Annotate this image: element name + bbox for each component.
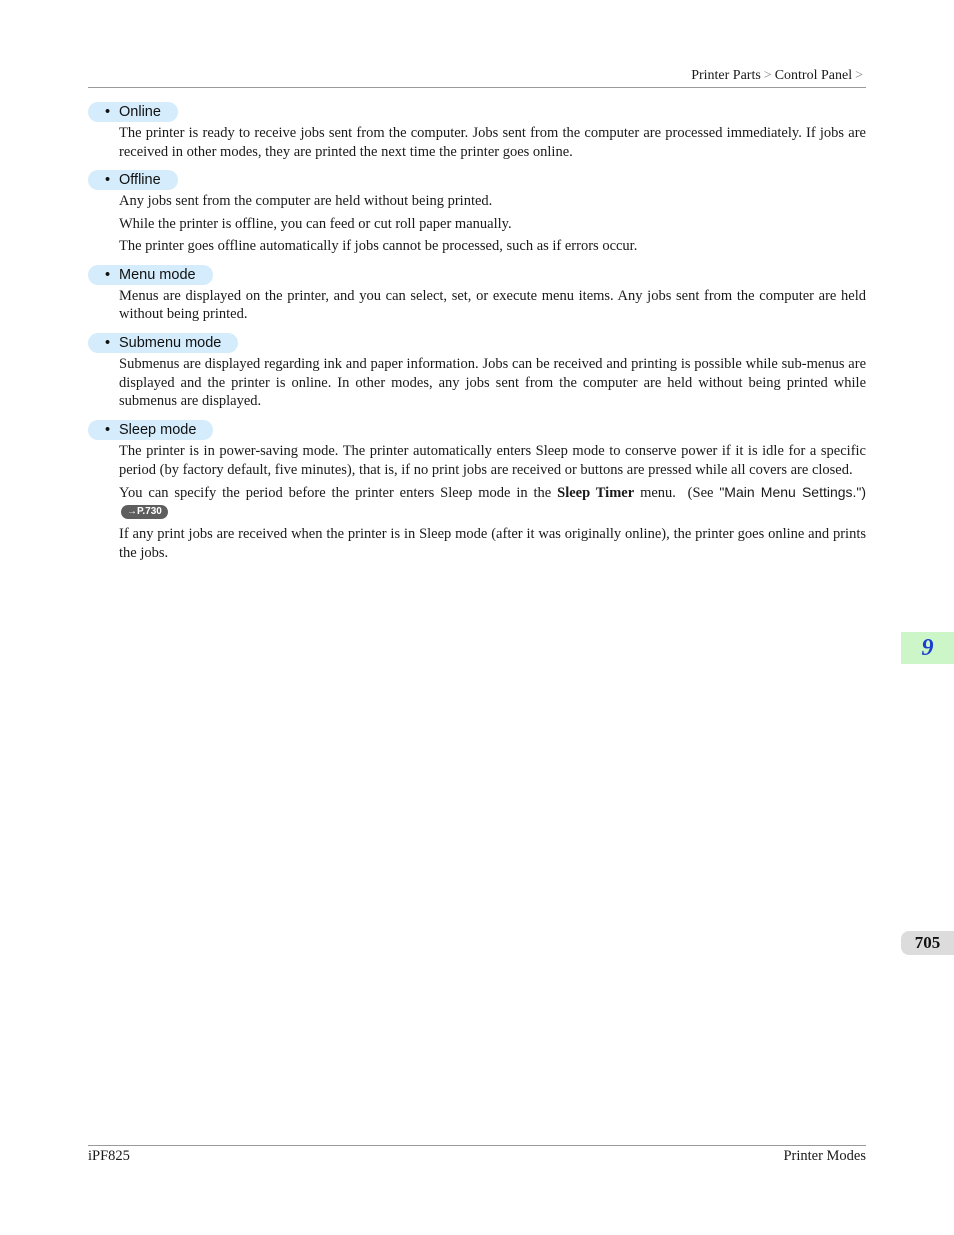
paragraph: You can specify the period before the printer enters Sleep mode in the Sleep Timer menu. (See "Main Menu Settings.") →P.730	[119, 483, 867, 518]
breadcrumb-separator: >	[763, 68, 772, 83]
bullet-icon: •	[105, 266, 111, 283]
section-menu-mode	[88, 265, 866, 324]
section-heading: • Menu mode	[88, 265, 213, 285]
chapter-tab[interactable]: 9	[901, 632, 954, 664]
section-online	[88, 102, 866, 161]
footer-model: iPF825	[88, 1148, 130, 1164]
section-heading: • Offline	[88, 170, 178, 190]
bullet-icon: •	[105, 334, 111, 351]
main-content	[88, 102, 866, 571]
section-heading: • Submenu mode	[88, 333, 238, 353]
paragraph: The printer is in power-saving mode. The printer automatically enters Sleep mode to conserve power if it is idle for a specific period (by factory default, five minutes), that is, if no print jobs are received or buttons are pressed while all covers are closed.	[119, 443, 866, 478]
bullet-icon: •	[105, 104, 111, 120]
page-number-tab: 705	[901, 931, 954, 955]
paragraph: The printer is ready to receive jobs sent from the computer. Jobs sent from the computer are processed immediately. If jobs are received in other modes, they are printed the next time the printer goes online.	[119, 125, 866, 160]
paragraph: If any print jobs are received when the printer is in Sleep mode (after it was originally online), the printer goes online and prints the jobs.	[119, 525, 866, 561]
section-heading: • Sleep mode	[88, 420, 213, 440]
main-menu-settings-link[interactable]: "Main Menu Settings.")	[719, 483, 867, 500]
paragraph: Any jobs sent from the computer are held without being printed.	[119, 193, 493, 210]
section-sleep-mode	[88, 420, 866, 562]
paragraph: While the printer is offline, you can feed or cut roll paper manually.	[119, 215, 512, 232]
section-submenu-mode	[88, 333, 866, 411]
page-header	[88, 66, 866, 88]
page-footer	[88, 1145, 866, 1166]
paragraph: The printer goes offline automatically if jobs cannot be processed, such as if errors occur.	[119, 237, 638, 254]
section-offline	[88, 170, 866, 255]
paragraph: Menus are displayed on the printer, and you can select, set, or execute menu items. Any jobs sent from the computer are held without being printed.	[119, 287, 866, 323]
section-heading: • Online	[88, 102, 178, 122]
breadcrumb-control-panel[interactable]: Control Panel	[774, 68, 853, 83]
bullet-icon: •	[105, 172, 111, 189]
paragraph: Submenus are displayed regarding ink and paper information. Jobs can be received and printing is possible while sub-menus are displayed and the printer is online. In other modes, any jobs sent from the computer are held without being printed while submenus are displayed.	[119, 355, 866, 410]
page-reference-badge[interactable]: →P.730	[121, 505, 168, 519]
breadcrumb-printer-parts[interactable]: Printer Parts	[691, 68, 761, 83]
breadcrumb-separator: >	[855, 68, 863, 83]
sleep-timer-term: Sleep Timer	[557, 484, 635, 501]
footer-section-title: Printer Modes	[783, 1148, 866, 1164]
bullet-icon: •	[105, 422, 111, 439]
